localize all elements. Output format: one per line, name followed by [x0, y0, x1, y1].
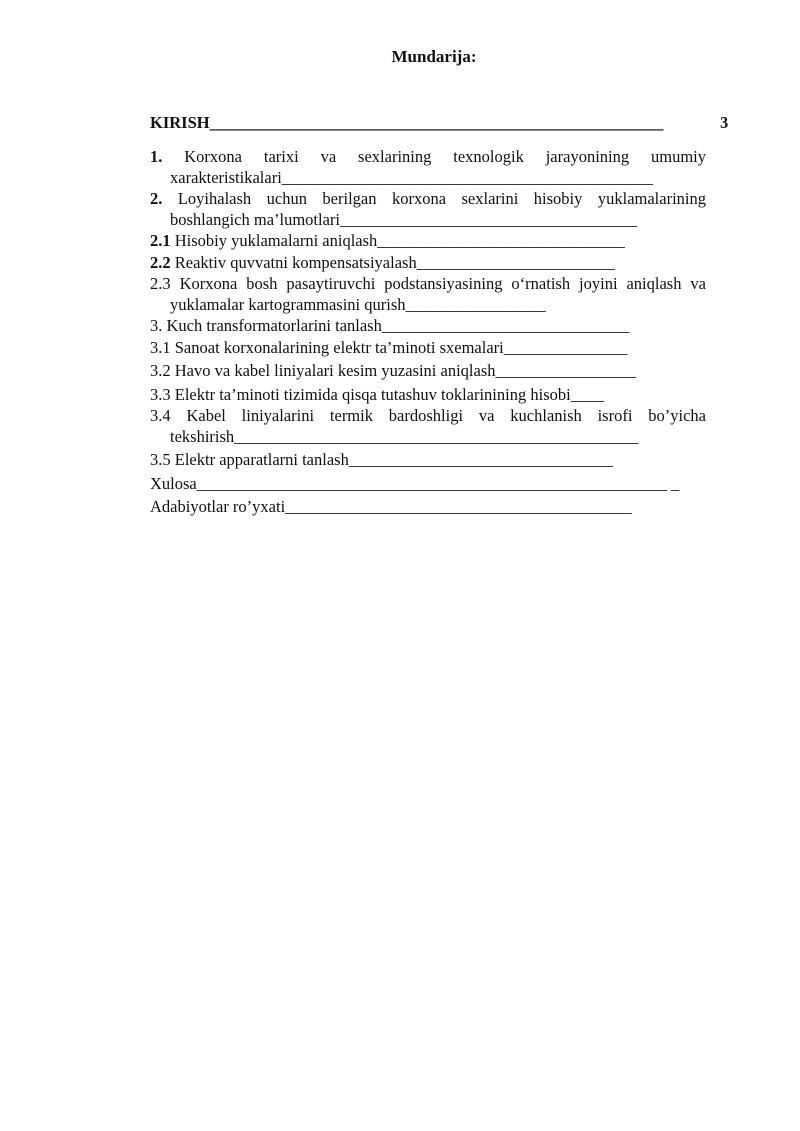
page-title: Mundarija:: [391, 47, 477, 66]
toc-entry-3-5: [150, 449, 706, 470]
toc-entry-text: Korxona bosh pasaytiruvchi podstansiyasining oʻrnatish joyini aniqlash va yuklamalar kartogrammasini qurish_________________: [170, 274, 706, 314]
toc-entry-number: 3.3: [150, 384, 171, 404]
toc-entry-text: Kuch transformatorlarini tanlash______________________________: [162, 316, 630, 335]
toc-entry-number: 2.1: [150, 231, 171, 250]
toc-entry-3-1: [150, 337, 706, 358]
toc-entry-3-4: [150, 405, 706, 447]
toc-entry-text: Elektr ta’minoti tizimida qisqa tutashuv toklarinining hisobi____: [170, 384, 604, 404]
toc-entry-2-1: [150, 230, 706, 251]
toc-entry-number: 3.4: [150, 406, 171, 425]
toc-entry-text: Havo va kabel liniyalari kesim yuzasini aniqlash_________________: [170, 361, 636, 380]
toc-entry-number: 3.: [150, 316, 163, 335]
toc-entry-number: 2.3: [150, 274, 171, 293]
toc-entry-text: Korxona tarixi va sexlarining texnologik jarayonining umumiy xarakteristikalari_____________________________________________: [162, 147, 706, 187]
toc-entry-3-2: [150, 360, 706, 381]
toc-entry-number: 2.2: [150, 252, 171, 272]
toc-entry-number: 3.5: [150, 450, 171, 469]
toc-entry-number: 3.2: [150, 361, 171, 380]
toc-entry-3: [150, 315, 706, 336]
toc-entry-text: Xulosa_________________________________________________________ _: [150, 473, 680, 493]
toc-entry-2-3: [150, 273, 706, 315]
toc-entry-number: 1.: [150, 147, 163, 166]
toc-entry-2: [150, 188, 706, 230]
toc-entry-adabiyotlar: [150, 496, 706, 517]
toc-entry-text: Kabel liniyalarini termik bardoshligi va kuchlanish isrofi bo’yicha tekshirish_________________________________________________: [170, 406, 706, 446]
toc-entry-1: [150, 146, 706, 188]
toc-entry-number: 2.: [150, 189, 163, 208]
toc-entry-kirish: [150, 112, 729, 134]
toc-entry-text: Adabiyotlar ro’yxati__________________________________________: [150, 496, 632, 516]
toc-entry-label: KIRISH_______________________________________________________: [150, 113, 664, 132]
toc-entry-text: Reaktiv quvvatni kompensatsiyalash________________________: [170, 252, 615, 272]
toc-entry-text: Sanoat korxonalarining elektr ta’minoti sxemalari_______________: [170, 337, 628, 357]
toc-entry-2-2: [150, 252, 706, 273]
toc-entry-text: Elektr apparatlarni tanlash________________________________: [170, 450, 613, 469]
toc-entry-3-3: [150, 384, 706, 405]
toc-entry-xulosa: [150, 473, 706, 494]
table-of-contents: [150, 112, 729, 517]
toc-entry-text: Hisobiy yuklamalarni aniqlash______________________________: [170, 231, 625, 250]
toc-entry-number: 3.1: [150, 337, 171, 357]
toc-page-number: 3: [720, 113, 729, 132]
toc-entry-text: Loyihalash uchun berilgan korxona sexlarini hisobiy yuklamalarining boshlangich ma’lumotlari____________________________________: [162, 189, 706, 229]
